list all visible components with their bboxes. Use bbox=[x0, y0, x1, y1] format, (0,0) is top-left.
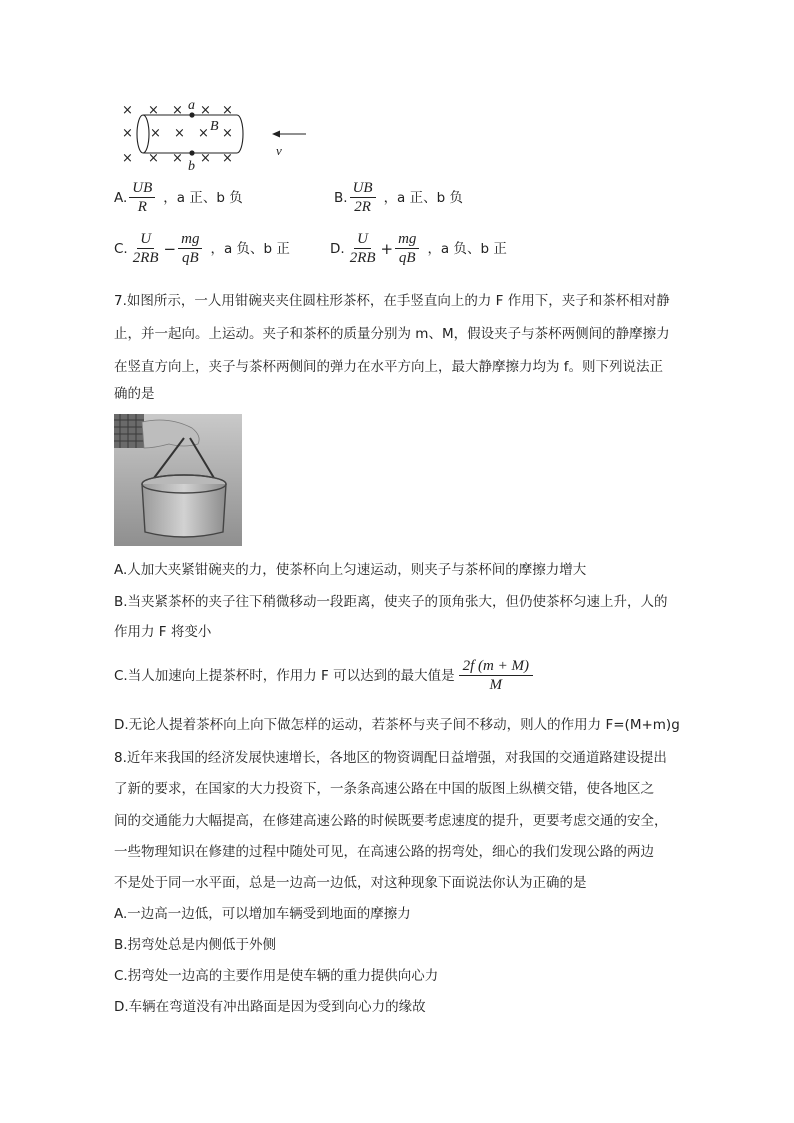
operator: − bbox=[163, 239, 177, 258]
numerator: mg bbox=[395, 230, 419, 249]
fraction-2 bbox=[178, 230, 202, 267]
option-text: ，a 正、b 负 bbox=[163, 189, 243, 206]
numerator: 2f (m + M) bbox=[459, 657, 533, 676]
fraction-2 bbox=[395, 230, 419, 267]
q8-option-B: B.拐弯处总是内侧低于外侧 bbox=[114, 937, 277, 953]
q8-stem-line-4: 一些物理知识在修建的过程中随处可见，在高速公路的拐弯处，细心的我们发现公路的两边 bbox=[114, 844, 654, 860]
option-text: ，a 负、b 正 bbox=[210, 240, 290, 257]
q7-stem-line-3: 在竖直方向上，夹子与茶杯两侧间的弹力在水平方向上，最大静摩擦力均为 f。则下列说法正 bbox=[114, 359, 664, 375]
cross-mark: × bbox=[174, 126, 185, 141]
q7-stem-line-4: 确的是 bbox=[114, 386, 155, 402]
label-B: B bbox=[210, 119, 219, 134]
option-letter: D. bbox=[330, 240, 345, 257]
q7-option-B-line-1: B.当夹紧茶杯的夹子往下稍微移动一段距离，使夹子的顶角张大，但仍使茶杯匀速上升，人的 bbox=[114, 594, 668, 610]
cup-clamp-photo bbox=[114, 414, 242, 546]
cross-mark: × bbox=[122, 151, 133, 166]
cross-mark: × bbox=[122, 126, 133, 141]
q6-option-C bbox=[114, 230, 290, 267]
numerator: UB bbox=[350, 179, 376, 198]
operator: + bbox=[380, 239, 394, 258]
numerator: U bbox=[354, 230, 371, 249]
denominator: R bbox=[137, 199, 147, 215]
q8-stem-line-3: 间的交通能力大幅提高，在修建高速公路的时候既要考虑速度的提升，更要考虑交通的安全， bbox=[114, 813, 668, 829]
fraction bbox=[459, 657, 533, 694]
label-a: a bbox=[188, 98, 195, 113]
denominator: qB bbox=[398, 250, 416, 266]
q7-stem-line-2: 止，并一起向。上运动。夹子和茶杯的质量分别为 m、M，假设夹子与茶杯两侧间的静摩擦力 bbox=[114, 326, 670, 342]
q8-stem-line-2: 了新的要求，在国家的大力投资下，一条条高速公路在中国的版图上纵横交错，使各地区之 bbox=[114, 781, 654, 797]
cross-mark: × bbox=[200, 151, 211, 166]
fraction bbox=[129, 179, 155, 216]
fraction-1 bbox=[130, 230, 162, 267]
q7-option-A: A.人加大夹紧钳碗夹的力，使茶杯向上匀速运动，则夹子与茶杯间的摩擦力增大 bbox=[114, 562, 587, 578]
option-letter: B. bbox=[334, 189, 348, 206]
magnetic-field-figure bbox=[110, 95, 320, 177]
denominator: 2RB bbox=[132, 250, 159, 266]
q8-option-A: A.一边高一边低，可以增加车辆受到地面的摩擦力 bbox=[114, 906, 411, 922]
label-b: b bbox=[188, 159, 195, 174]
cross-mark: × bbox=[148, 103, 159, 118]
q7-option-B-line-2: 作用力 F 将变小 bbox=[114, 624, 212, 640]
q7-option-D: D.无论人提着茶杯向上向下做怎样的运动，若茶杯与夹子间不移动，则人的作用力 F=(M+m)g bbox=[114, 717, 680, 733]
numerator: UB bbox=[129, 179, 155, 198]
cross-mark: × bbox=[222, 151, 233, 166]
q8-stem-line-1: 8.近年来我国的经济发展快速增长，各地区的物资调配日益增强，对我国的交通道路建设提出 bbox=[114, 750, 667, 766]
cross-mark: × bbox=[172, 103, 183, 118]
option-letter: C. bbox=[114, 240, 128, 257]
cross-mark: × bbox=[172, 151, 183, 166]
q7-option-C bbox=[114, 657, 535, 694]
denominator: 2RB bbox=[349, 250, 376, 266]
cross-mark: × bbox=[148, 151, 159, 166]
cross-mark: × bbox=[150, 126, 161, 141]
fraction bbox=[350, 179, 376, 216]
option-letter: A. bbox=[114, 189, 128, 206]
numerator: mg bbox=[178, 230, 202, 249]
q8-option-C: C.拐弯处一边高的主要作用是使车辆的重力提供向心力 bbox=[114, 968, 439, 984]
denominator: qB bbox=[181, 250, 199, 266]
q7-stem-line-1: 7.如图所示，一人用钳碗夹夹住圆柱形茶杯，在手竖直向上的力 F 作用下，夹子和茶杯相对静 bbox=[114, 293, 670, 309]
option-text: C.当人加速向上提茶杯时，作用力 F 可以达到的最大值是 bbox=[114, 667, 455, 684]
cross-mark: × bbox=[222, 103, 233, 118]
cross-mark: × bbox=[200, 103, 211, 118]
cross-mark: × bbox=[198, 126, 209, 141]
option-text: ，a 负、b 正 bbox=[427, 240, 507, 257]
option-text: ，a 正、b 负 bbox=[383, 189, 463, 206]
label-v: v bbox=[276, 143, 282, 158]
numerator: U bbox=[137, 230, 154, 249]
cross-mark: × bbox=[122, 103, 133, 118]
q6-option-B bbox=[334, 179, 463, 216]
denominator: 2R bbox=[354, 199, 371, 215]
cross-mark: × bbox=[222, 126, 233, 141]
q8-option-D: D.车辆在弯道没有冲出路面是因为受到向心力的缘故 bbox=[114, 999, 426, 1015]
denominator: M bbox=[489, 677, 502, 693]
fraction-1 bbox=[347, 230, 379, 267]
q6-option-D bbox=[330, 230, 507, 267]
point-b bbox=[189, 150, 194, 155]
point-a bbox=[189, 112, 194, 117]
q6-option-A bbox=[114, 179, 243, 216]
q8-stem-line-5: 不是处于同一水平面，总是一边高一边低，对这种现象下面说法你认为正确的是 bbox=[114, 875, 587, 891]
